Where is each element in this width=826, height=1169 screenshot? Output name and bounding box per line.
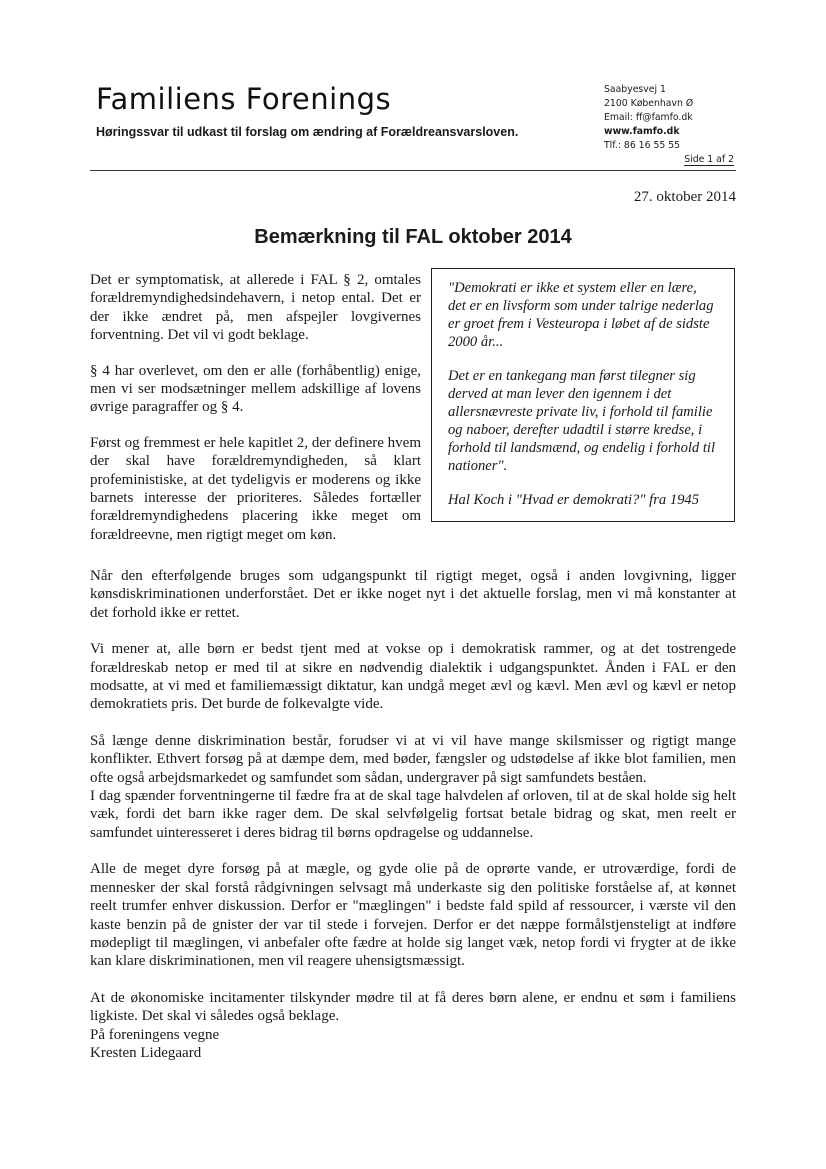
signature-name: Kresten Lidegaard xyxy=(90,1044,202,1061)
contact-website: www.famfo.dk xyxy=(604,126,680,137)
contact-phone: Tlf.: 86 16 55 55 xyxy=(604,140,681,151)
document-title: Bemærkning til FAL oktober 2014 xyxy=(254,226,572,248)
body-paragraph-9: At de økonomiske incitamenter tilskynder mødre til at få deres børn alene, er endnu et søm i familiens ligkiste. Det skal vi således også beklage. xyxy=(90,989,736,1025)
body-paragraph-4: Når den efterfølgende bruges som udgangspunkt til rigtigt meget, også i anden lovgivning, ligger kønsdiskriminationen underforstået. Det er ikke noget nyt i det aktuelle forslag, men vi må konstanter at det forhold ikke er rettet. xyxy=(90,568,736,621)
body-paragraph-8: Alle de meget dyre forsøg på at mægle, og gyde olie på de oprørte vande, er utroværdige, fordi de mennesker der skal forstå rådgivningen selvsagt må underkaste sig den politiske forståelse af, at kønnet reelt trumfer enhver diskussion. Derfor er "mæglingen" i bedste fald spild af ressourcer, i værste vil den kaste benzin på de gnister der var til stede i forvejen. Derfor er det næppe formålstjensteligt at indføre mødepligt til mæglingen, vi anbefaler ofte fædre at holde sig langet væk, netop fordi vi frygter at de ikke kan klare diskriminationen, men vil reagere uhensigtsmæssigt. xyxy=(90,861,736,970)
main-body-text xyxy=(90,567,736,1062)
organization-name: Familiens Forenings xyxy=(96,82,392,116)
left-column-text xyxy=(90,271,421,544)
header-divider xyxy=(90,170,736,171)
body-paragraph-1: Det er symptomatisk, at allerede i FAL § 2, omtales forældremyndighedsindehavern, i netop ental. Det er der ikke ændret på, men afspejler lovgivernes forventning. Det vil vi godt beklage. xyxy=(90,272,421,344)
sign-off: På foreningens vegne xyxy=(90,1026,220,1043)
body-paragraph-7: I dag spænder forventningerne til fædre fra at de skal tage halvdelen af orloven, til at de skal holde sig helt væk, fordi det barn ikke rager dem. De skal selvfølgelig fortsat betale bidrag og skat, men reelt er samfundet uinteresseret i deres bidrag til børns opdragelse og uddannelse. xyxy=(90,788,736,841)
body-paragraph-2: § 4 har overlevet, om den er alle (forhåbentlig) enige, men vi ser modsætninger mellem adskillige af lovens øvrige paragraffer og § 4. xyxy=(90,362,421,416)
document-date: 27. oktober 2014 xyxy=(633,189,736,205)
quote-paragraph-2: Det er en tankegang man først tilegner sig derved at man lever den igennem i det allersnævreste private liv, i forhold til familie og naboer, derefter udadtil i større kredse, i forhold til landsmænd, og endelig i forhold til nationer". xyxy=(448,368,716,474)
document-subtitle: Høringssvar til udkast til forslag om ændring af Forældreansvarsloven. xyxy=(96,125,519,139)
page-number: Side 1 af 2 xyxy=(684,154,734,165)
page-indicator xyxy=(604,153,734,167)
contact-email: Email: ff@famfo.dk xyxy=(604,112,693,123)
contact-street: Saabyesvej 1 xyxy=(604,84,666,95)
contact-city: 2100 København Ø xyxy=(604,98,694,109)
contact-block xyxy=(604,83,734,167)
quote-paragraph-1: "Demokrati er ikke et system eller en lære, det er en livsform som under talrige nederlag er groet frem i Vesteuropa i løbet af de sidste 2000 år... xyxy=(448,280,714,350)
body-paragraph-6: Så længe denne diskrimination består, forudser vi at vi vil have mange skilsmisser og rigtigt mange konflikter. Ethvert forsøg på at dæmpe dem, med bøder, fængsler og udstødelse af ikke blot familien, men ofte også arbejdsmarkedet og samfundet som sådan, undergraver på sigt samfundets beståen. xyxy=(90,732,736,786)
body-paragraph-3: Først og fremmest er hele kapitlet 2, der definere hvem der skal have forældremyndigheden, så klart profeministiske, at det tydeligvis er moderens og ikke barnets interesse der prioriteres. Således fortæller forældremyndighedens placering ikke meget om forældreevne, men rigtigt meget om køn. xyxy=(90,434,421,543)
body-paragraph-5: Vi mener at, alle børn er bedst tjent med at vokse op i demokratisk rammer, og at det tostrengede forældreskab netop er med til at sikre en nødvendig dialektik i udgangspunktet. Ånden i FAL er den modsatte, at vi med et familiemæssigt diktatur, kan undgå meget ævl og kævl. Men ævl og kævl er netop demokratiets pris. Det burde de folkevalgte vide. xyxy=(90,641,736,713)
quote-box xyxy=(431,268,735,522)
quote-attribution: Hal Koch i "Hvad er demokrati?" fra 1945 xyxy=(448,492,700,508)
